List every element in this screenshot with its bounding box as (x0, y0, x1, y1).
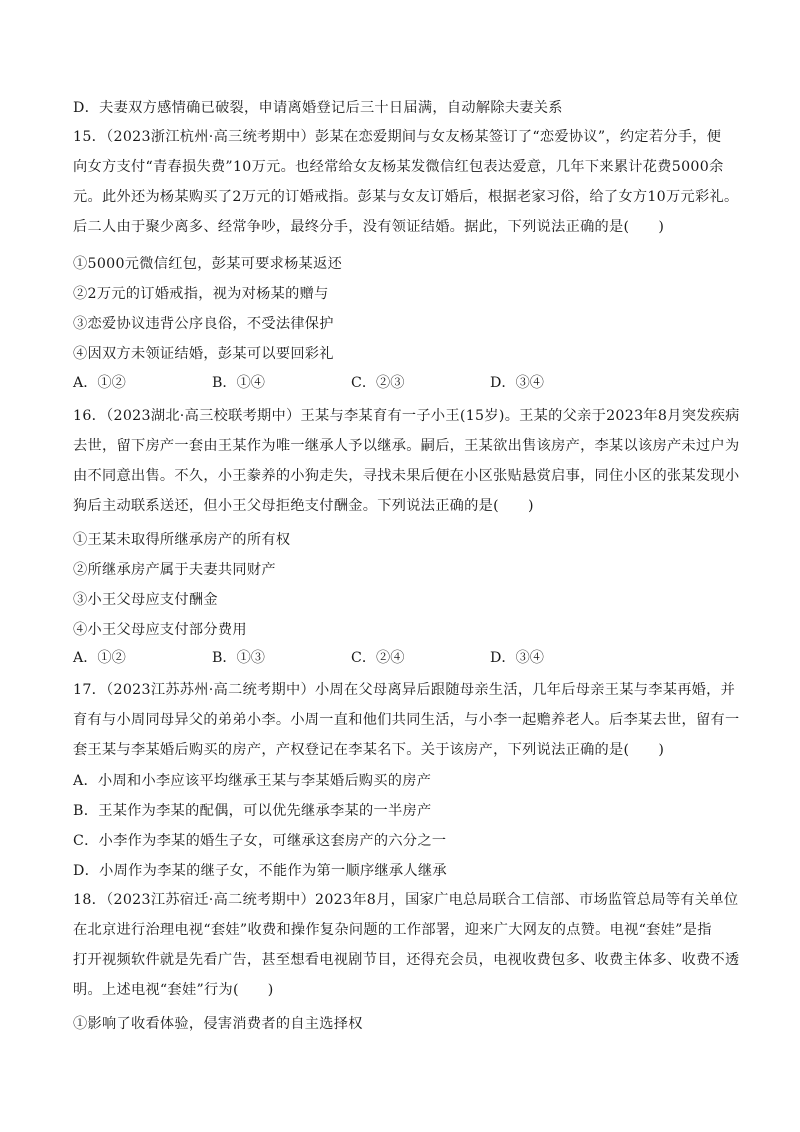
q17-choice-d: D．小周作为李某的继子女，不能作为第一顺序继承人继承 (73, 863, 447, 879)
q16-statement-1: ①王某未取得所继承房产的所有权 (73, 532, 291, 548)
q15-statement-1: ①5000元微信红包，彭某可要求杨某返还 (73, 256, 343, 272)
q15-stem-line-4: 后二人由于聚少离多、经常争吵，最终分手，没有领证结婚。据此，下列说法正确的是( ) (73, 219, 665, 235)
q16-statement-4: ④小王父母应支付部分费用 (73, 622, 247, 638)
q15-statement-4: ④因双方未领证结婚，彭某可以要回彩礼 (73, 346, 334, 362)
q17-stem-line-2: 育有与小周同母异父的弟弟小李。小周一直和他们共同生活，与小李一起赡养老人。后李某去世，留有一 (73, 712, 740, 728)
q15-stem-line-2: 向女方支付“青春损失费”10万元。也经常给女友杨某发微信红包表达爱意，几年下来累计花费5000余 (73, 159, 724, 175)
q18-stem-line-1: 18．（2023江苏宿迁·高二统考期中）2023年8月，国家广电总局联合工信部、市场监管总局等有关单位 (73, 892, 739, 908)
q17-choice-b: B．王某作为李某的配偶，可以优先继承李某的一半房产 (73, 803, 432, 819)
q15-option-c: C．②③ (351, 375, 405, 391)
q17-choice-a: A．小周和小李应该平均继承王某与李某婚后购买的房产 (73, 773, 432, 789)
q16-stem-line-2: 去世，留下房产一套由王某作为唯一继承人予以继承。嗣后，王某欲出售该房产，李某以该房产未过户为 (73, 438, 740, 454)
q15-statement-3: ③恋爱协议违背公序良俗，不受法律保护 (73, 316, 334, 332)
q16-option-c: C．②④ (351, 650, 405, 666)
q17-stem-line-3: 套王某与李某婚后购买的房产，产权登记在李某名下。关于该房产，下列说法正确的是( ) (73, 742, 665, 758)
q14-option-d: D．夫妻双方感情确已破裂，申请离婚登记后三十日届满，自动解除夫妻关系 (73, 100, 563, 116)
q16-statement-3: ③小王父母应支付酬金 (73, 592, 218, 608)
q16-stem-line-4: 狗后主动联系送还，但小王父母拒绝支付酬金。下列说法正确的是( ) (73, 498, 534, 514)
q15-statement-2: ②2万元的订婚戒指，视为对杨某的赠与 (73, 286, 329, 302)
q16-statement-2: ②所继承房产属于夫妻共同财产 (73, 562, 276, 578)
q16-option-a: A．①② (73, 650, 126, 666)
q15-option-d: D．③④ (490, 375, 544, 391)
q18-stem-line-4: 明。上述电视“套娃”行为( ) (73, 982, 274, 998)
q16-option-d: D．③④ (490, 650, 544, 666)
q18-stem-line-2: 在北京进行治理电视“套娃”收费和操作复杂问题的工作部署，迎来广大网友的点赞。电视“套娃”是指 (73, 922, 712, 938)
q16-stem-line-3: 由不同意出售。不久，小王豢养的小狗走失，寻找未果后便在小区张贴悬赏启事，同住小区的张某发现小 (73, 468, 740, 484)
q15-option-b: B．①④ (212, 375, 265, 391)
q16-stem-line-1: 16．（2023湖北·高三校联考期中）王某与李某育有一子小王(15岁)。王某的父亲于2023年8月突发疾病 (73, 408, 740, 424)
q16-option-b: B．①③ (212, 650, 265, 666)
q15-stem-line-1: 15．（2023浙江杭州·高三统考期中）彭某在恋爱期间与女友杨某签订了“恋爱协议”，约定若分手，便 (73, 129, 722, 145)
q15-option-a: A．①② (73, 375, 126, 391)
q17-stem-line-1: 17．（2023江苏苏州·高二统考期中）小周在父母离异后跟随母亲生活，几年后母亲王某与李某再婚，并 (73, 682, 736, 698)
q18-stem-line-3: 打开视频软件就是先看广告，甚至想看电视剧节目，还得充会员，电视收费包多、收费主体多、收费不透 (73, 952, 740, 968)
q15-stem-line-3: 元。此外还为杨某购买了2万元的订婚戒指。彭某与女友订婚后，根据老家习俗，给了女方10万元彩礼。 (73, 189, 739, 205)
q17-choice-c: C．小李作为李某的婚生子女，可继承这套房产的六分之一 (73, 833, 447, 849)
q18-statement-1: ①影响了收看体验，侵害消费者的自主选择权 (73, 1016, 363, 1032)
